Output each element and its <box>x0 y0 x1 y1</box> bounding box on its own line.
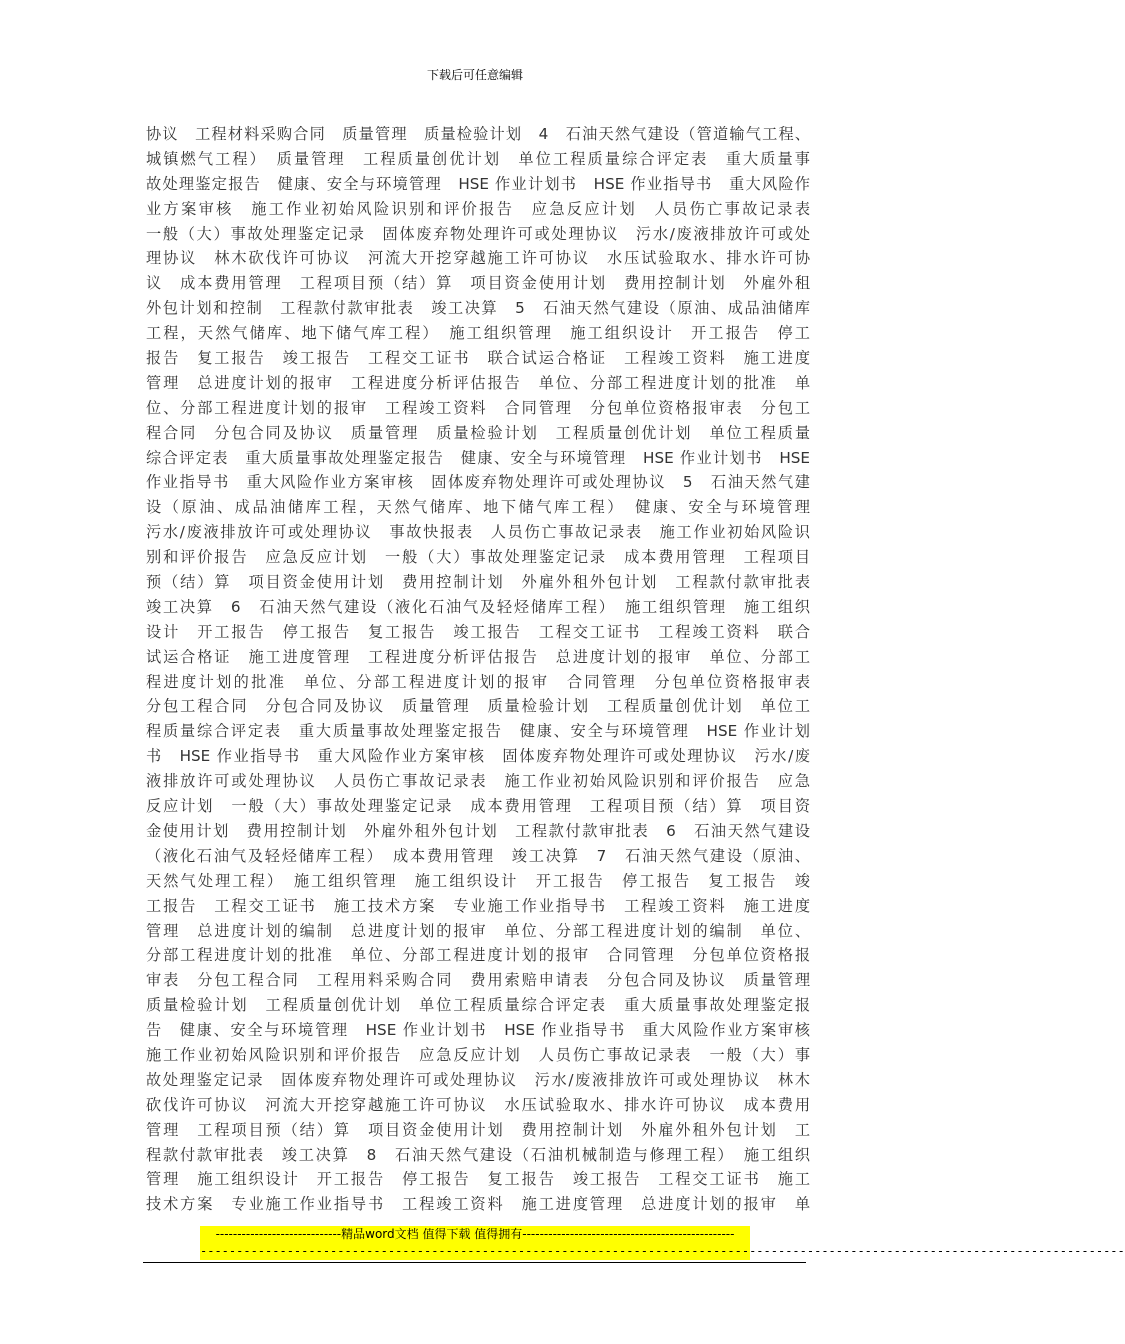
body-line: 设计 开工报告 停工报告 复工报告 竣工报告 工程交工证书 工程竣工资料 联合 <box>146 622 810 641</box>
body-line: 别和评价报告 应急反应计划 一般（大）事故处理鉴定记录 成本费用管理 工程项目 <box>146 548 810 567</box>
body-line: 管理 总进度计划的编制 总进度计划的报审 单位、分部工程进度计划的编制 单位、 <box>146 921 810 940</box>
body-line: 设（原油、成品油储库工程，天然气储库、地下储气库工程） 健康、安全与环境管理 <box>146 498 810 517</box>
body-line: 审表 分包工程合同 工程用料采购合同 费用索赔申请表 分包合同及协议 质量管理 <box>146 971 810 990</box>
body-line: 程款付款审批表 竣工决算 8 石油天然气建设（石油机械制造与修理工程） 施工组织 <box>146 1145 810 1164</box>
body-line: 告 健康、安全与环境管理 HSE 作业计划书 HSE 作业指导书 重大风险作业方案审核 <box>146 1021 810 1040</box>
body-line: 竣工决算 6 石油天然气建设（液化石油气及轻烃储库工程） 施工组织管理 施工组织 <box>146 597 810 616</box>
body-line: 天然气处理工程） 施工组织管理 施工组织设计 开工报告 停工报告 复工报告 竣 <box>146 871 810 890</box>
body-line: 综合评定表 重大质量事故处理鉴定报告 健康、安全与环境管理 HSE 作业计划书 HSE <box>146 448 810 467</box>
body-line: 程质量综合评定表 重大质量事故处理鉴定报告 健康、安全与环境管理 HSE 作业计划 <box>146 722 810 741</box>
body-line: 技术方案 专业施工作业指导书 工程竣工资料 施工进度管理 总进度计划的报审 单 <box>146 1195 810 1214</box>
document-body <box>146 122 810 1217</box>
body-line: 质量检验计划 工程质量创优计划 单位工程质量综合评定表 重大质量事故处理鉴定报 <box>146 996 810 1015</box>
body-line: 城镇燃气工程） 质量管理 工程质量创优计划 单位工程质量综合评定表 重大质量事 <box>146 149 810 168</box>
body-line: 管理 工程项目预（结）算 项目资金使用计划 费用控制计划 外雇外租外包计划 工 <box>146 1120 810 1139</box>
body-line: 砍伐许可协议 河流大开挖穿越施工许可协议 水压试验取水、排水许可协议 成本费用 <box>146 1095 810 1114</box>
body-line: 工程，天然气储库、地下储气库工程） 施工组织管理 施工组织设计 开工报告 停工 <box>146 324 810 343</box>
body-line: 议 成本费用管理 工程项目预（结）算 项目资金使用计划 费用控制计划 外雇外租 <box>146 274 810 293</box>
body-line: 工报告 工程交工证书 施工技术方案 专业施工作业指导书 工程竣工资料 施工进度 <box>146 896 810 915</box>
body-line: 施工作业初始风险识别和评价报告 应急反应计划 人员伤亡事故记录表 一般（大）事 <box>146 1045 810 1064</box>
body-line: 金使用计划 费用控制计划 外雇外租外包计划 工程款付款审批表 6 石油天然气建设 <box>146 821 810 840</box>
body-line: 分部工程进度计划的批准 单位、分部工程进度计划的报审 合同管理 分包单位资格报 <box>146 946 810 965</box>
footer-banner-text: -----------------------------精品word文档 值得下载 值得拥有------------------------------------------------- <box>215 1227 735 1241</box>
body-line: 程进度计划的批准 单位、分部工程进度计划的报审 合同管理 分包单位资格报审表 <box>146 672 810 691</box>
body-line: 管理 施工组织设计 开工报告 停工报告 复工报告 竣工报告 工程交工证书 施工 <box>146 1170 810 1189</box>
body-line: 理协议 林木砍伐许可协议 河流大开挖穿越施工许可协议 水压试验取水、排水许可协 <box>146 249 810 268</box>
body-line: 分包工程合同 分包合同及协议 质量管理 质量检验计划 工程质量创优计划 单位工 <box>146 697 810 716</box>
body-line: 外包计划和控制 工程款付款审批表 竣工决算 5 石油天然气建设（原油、成品油储库 <box>146 299 810 318</box>
body-line: 预（结）算 项目资金使用计划 费用控制计划 外雇外租外包计划 工程款付款审批表 <box>146 573 810 592</box>
body-line: 反应计划 一般（大）事故处理鉴定记录 成本费用管理 工程项目预（结）算 项目资 <box>146 797 810 816</box>
body-line: 故处理鉴定记录 固体废弃物处理许可或处理协议 污水/废液排放许可或处理协议 林木 <box>146 1070 810 1089</box>
body-line: 液排放许可或处理协议 人员伤亡事故记录表 施工作业初始风险识别和评价报告 应急 <box>146 772 810 791</box>
body-line: 报告 复工报告 竣工报告 工程交工证书 联合试运合格证 工程竣工资料 施工进度 <box>146 349 810 368</box>
page-header-note: 下载后可任意编辑 <box>426 68 523 82</box>
body-line: 管理 总进度计划的报审 工程进度分析评估报告 单位、分部工程进度计划的批准 单 <box>146 373 810 392</box>
body-line: 位、分部工程进度计划的报审 工程竣工资料 合同管理 分包单位资格报审表 分包工 <box>146 398 810 417</box>
body-line: 污水/废液排放许可或处理协议 事故快报表 人员伤亡事故记录表 施工作业初始风险识 <box>146 523 810 542</box>
footer-divider <box>143 1262 806 1263</box>
body-line: 协议 工程材料采购合同 质量管理 质量检验计划 4 石油天然气建设（管道输气工程、 <box>146 125 810 143</box>
body-line: 作业指导书 重大风险作业方案审核 固体废弃物处理许可或处理协议 5 石油天然气建 <box>146 473 810 492</box>
body-line: 一般（大）事故处理鉴定记录 固体废弃物处理许可或处理协议 污水/废液排放许可或处 <box>146 224 810 243</box>
footer-banner <box>200 1226 1125 1260</box>
body-line: 试运合格证 施工进度管理 工程进度分析评估报告 总进度计划的报审 单位、分部工 <box>146 647 810 666</box>
body-line: 书 HSE 作业指导书 重大风险作业方案审核 固体废弃物处理许可或处理协议 污水/废 <box>146 747 810 766</box>
body-line: 业方案审核 施工作业初始风险识别和评价报告 应急反应计划 人员伤亡事故记录表 <box>146 199 810 218</box>
body-line: 故处理鉴定报告 健康、安全与环境管理 HSE 作业计划书 HSE 作业指导书 重大风险作 <box>146 174 810 193</box>
body-line: （液化石油气及轻烃储库工程） 成本费用管理 竣工决算 7 石油天然气建设（原油、 <box>146 846 810 865</box>
footer-banner-dashes: -------------------------------------------------------------------------------------------------------------------------------- <box>200 1244 1125 1258</box>
body-line: 程合同 分包合同及协议 质量管理 质量检验计划 工程质量创优计划 单位工程质量 <box>146 423 810 442</box>
